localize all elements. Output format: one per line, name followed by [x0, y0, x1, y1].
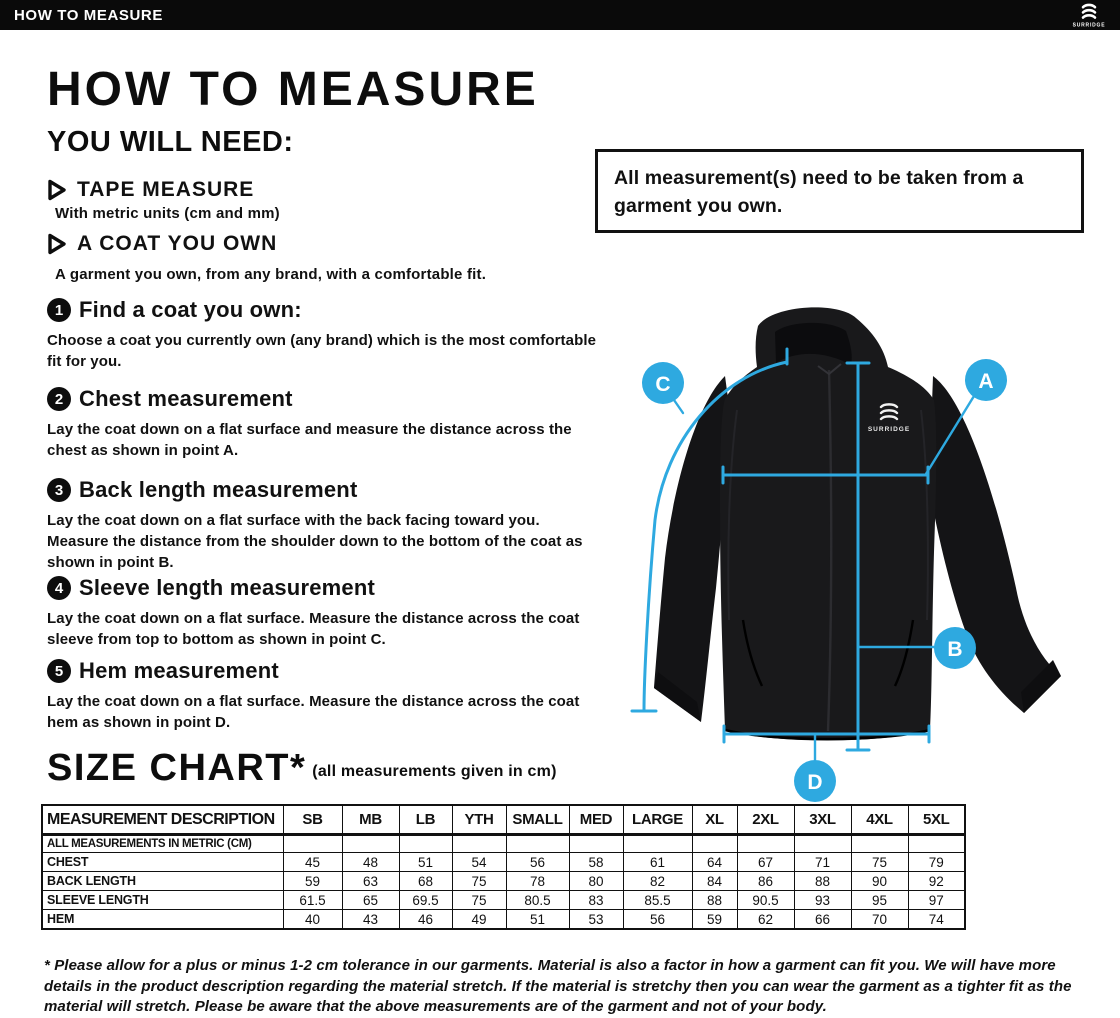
measurement-value-cell: 80.5 [506, 891, 569, 910]
garment-measurement-diagram [625, 290, 1095, 806]
empty-cell [399, 835, 452, 853]
measurement-value-cell: 53 [569, 910, 623, 930]
svg-text:A: A [978, 370, 994, 393]
empty-cell [851, 835, 908, 853]
measurement-value-cell: 90 [851, 872, 908, 891]
measurement-value-cell: 75 [452, 872, 506, 891]
header-bar [0, 0, 1120, 30]
need-item-tape-measure [47, 178, 607, 222]
measurement-value-cell: 86 [737, 872, 794, 891]
measurement-value-cell: 51 [399, 853, 452, 872]
step-title: Sleeve length measurement [79, 575, 376, 600]
measurement-value-cell: 83 [569, 891, 623, 910]
measurement-value-cell: 67 [737, 853, 794, 872]
need-item-coat [47, 232, 607, 283]
step-number-badge: 5 [47, 659, 71, 683]
step-number-badge: 2 [47, 387, 71, 411]
size-col-header: SB [283, 805, 342, 835]
size-chart-title: SIZE CHART* [47, 747, 307, 789]
size-chart-row [42, 891, 965, 910]
empty-cell [737, 835, 794, 853]
measurement-value-cell: 66 [794, 910, 851, 930]
measurement-value-cell: 62 [737, 910, 794, 930]
measurement-row-label: BACK LENGTH [42, 872, 283, 891]
tolerance-footnote: * Please allow for a plus or minus 1-2 cm tolerance in our garments. Material is also a factor in how a garment can fit you. We will have more details in the product description regarding the material stretch. If the material is stretchy then you can wear the garment as a tighter fit as the material will stretch. Please be aware that the above measurements are of the garment and not of your body. [44, 957, 1072, 1016]
step-2 [47, 386, 599, 461]
measurement-value-cell: 54 [452, 853, 506, 872]
measurement-value-cell: 80 [569, 872, 623, 891]
marker-d [794, 760, 836, 802]
measurement-value-cell: 74 [908, 910, 965, 930]
empty-cell [692, 835, 737, 853]
size-chart-row [42, 910, 965, 930]
size-col-header: LB [399, 805, 452, 835]
step-number-badge: 3 [47, 478, 71, 502]
measurement-value-cell: 48 [342, 853, 399, 872]
svg-text:C: C [655, 373, 671, 396]
step-title: Chest measurement [79, 386, 293, 411]
marker-a [965, 359, 1007, 401]
measurement-value-cell: 97 [908, 891, 965, 910]
measurement-value-cell: 75 [851, 853, 908, 872]
step-3 [47, 477, 599, 573]
measurement-value-cell: 92 [908, 872, 965, 891]
size-col-header: XL [692, 805, 737, 835]
svg-text:B: B [947, 638, 963, 661]
play-triangle-icon [47, 179, 67, 201]
step-number-badge: 4 [47, 576, 71, 600]
you-will-need-heading: YOU WILL NEED: [47, 126, 294, 158]
size-chart-header-row [42, 805, 965, 835]
step-description: Choose a coat you currently own (any brand) which is the most comfortable fit for you. [47, 332, 597, 370]
step-title: Back length measurement [79, 477, 358, 502]
svg-text:D: D [807, 771, 823, 794]
measurement-row-label: CHEST [42, 853, 283, 872]
measurement-value-cell: 93 [794, 891, 851, 910]
measurement-value-cell: 59 [283, 872, 342, 891]
measurement-value-cell: 51 [506, 910, 569, 930]
measurement-value-cell: 79 [908, 853, 965, 872]
step-1 [47, 297, 599, 372]
step-title: Find a coat you own: [79, 297, 302, 322]
empty-cell [569, 835, 623, 853]
size-col-header: 5XL [908, 805, 965, 835]
measurement-value-cell: 70 [851, 910, 908, 930]
measurement-value-cell: 71 [794, 853, 851, 872]
play-triangle-icon [47, 233, 67, 255]
measurement-value-cell: 88 [692, 891, 737, 910]
step-description: Lay the coat down on a flat surface. Measure the distance across the coat sleeve from top to bottom as shown in point C. [47, 610, 580, 648]
size-chart-row [42, 853, 965, 872]
need-item-description: With metric units (cm and mm) [55, 205, 280, 222]
empty-cell [452, 835, 506, 853]
measurement-note-box: All measurement(s) need to be taken from a garment you own. [595, 149, 1084, 233]
surridge-logo-icon [1068, 2, 1110, 29]
step-5 [47, 658, 599, 733]
measurement-value-cell: 46 [399, 910, 452, 930]
measurement-value-cell: 40 [283, 910, 342, 930]
size-col-header: MEASUREMENT DESCRIPTION [42, 805, 283, 835]
header-title: HOW TO MEASURE [14, 6, 163, 24]
size-col-header: 3XL [794, 805, 851, 835]
measurement-value-cell: 59 [692, 910, 737, 930]
empty-cell [623, 835, 692, 853]
size-col-header: YTH [452, 805, 506, 835]
measurement-value-cell: 82 [623, 872, 692, 891]
measurement-value-cell: 45 [283, 853, 342, 872]
unit-row-label: ALL MEASUREMENTS IN METRIC (CM) [42, 835, 283, 853]
empty-cell [908, 835, 965, 853]
svg-text:SURRIDGE: SURRIDGE [867, 426, 911, 433]
step-description: Lay the coat down on a flat surface with the back facing toward you. Measure the distance from the shoulder down to the bottom of the coat as shown in point B. [47, 512, 583, 571]
need-item-label: TAPE MEASURE [77, 178, 255, 201]
measurement-row-label: SLEEVE LENGTH [42, 891, 283, 910]
size-chart-table [41, 804, 966, 930]
need-item-description: A garment you own, from any brand, with a comfortable fit. [55, 266, 487, 283]
measurement-value-cell: 78 [506, 872, 569, 891]
empty-cell [283, 835, 342, 853]
measurement-value-cell: 88 [794, 872, 851, 891]
size-chart-unit-row [42, 835, 965, 853]
measurement-value-cell: 65 [342, 891, 399, 910]
step-title: Hem measurement [79, 658, 279, 683]
measurement-value-cell: 68 [399, 872, 452, 891]
empty-cell [342, 835, 399, 853]
size-col-header: 2XL [737, 805, 794, 835]
size-col-header: SMALL [506, 805, 569, 835]
marker-c [642, 362, 684, 404]
measurement-row-label: HEM [42, 910, 283, 930]
measurement-value-cell: 64 [692, 853, 737, 872]
step-description: Lay the coat down on a flat surface and measure the distance across the chest as shown in point A. [47, 421, 572, 459]
size-col-header: 4XL [851, 805, 908, 835]
measurement-value-cell: 69.5 [399, 891, 452, 910]
measurement-value-cell: 85.5 [623, 891, 692, 910]
size-col-header: MB [342, 805, 399, 835]
measurement-value-cell: 56 [506, 853, 569, 872]
measurement-value-cell: 58 [569, 853, 623, 872]
size-col-header: LARGE [623, 805, 692, 835]
page-title: HOW TO MEASURE [47, 63, 539, 116]
measurement-value-cell: 43 [342, 910, 399, 930]
measurement-value-cell: 56 [623, 910, 692, 930]
measurement-value-cell: 49 [452, 910, 506, 930]
size-chart-row [42, 872, 965, 891]
measurement-value-cell: 61 [623, 853, 692, 872]
measurement-value-cell: 75 [452, 891, 506, 910]
size-chart-heading [47, 747, 557, 790]
step-number-badge: 1 [47, 298, 71, 322]
svg-text:SURRIDGE: SURRIDGE [1072, 22, 1106, 28]
marker-b [934, 627, 976, 669]
measurement-value-cell: 63 [342, 872, 399, 891]
empty-cell [794, 835, 851, 853]
measurement-value-cell: 95 [851, 891, 908, 910]
need-item-label: A COAT YOU OWN [77, 232, 278, 255]
step-description: Lay the coat down on a flat surface. Measure the distance across the coat hem as shown in point D. [47, 693, 580, 731]
measurement-value-cell: 90.5 [737, 891, 794, 910]
size-col-header: MED [569, 805, 623, 835]
empty-cell [506, 835, 569, 853]
step-4 [47, 575, 599, 650]
size-chart-unit-note: (all measurements given in cm) [312, 763, 557, 780]
measurement-value-cell: 61.5 [283, 891, 342, 910]
measurement-value-cell: 84 [692, 872, 737, 891]
